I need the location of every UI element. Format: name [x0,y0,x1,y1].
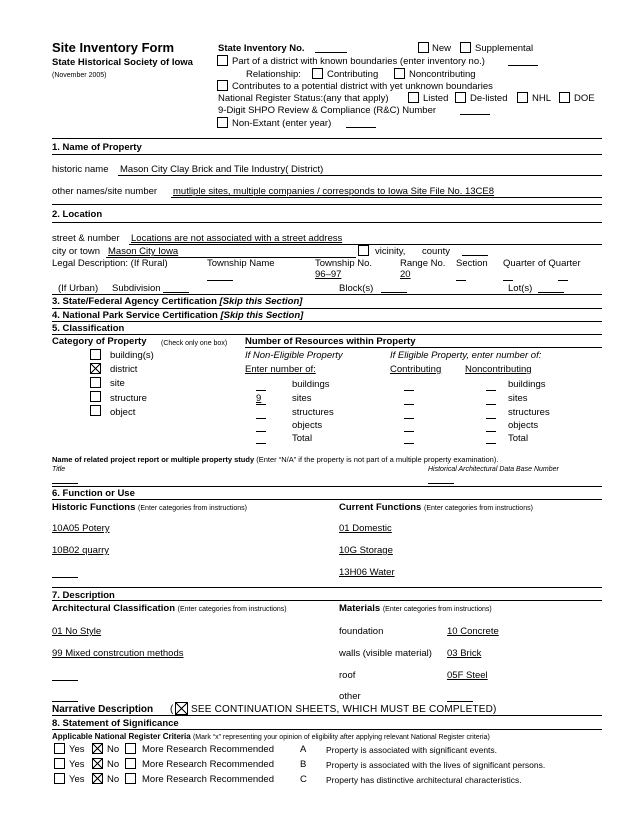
range-no-label: Range No. [400,258,446,269]
township-no-value[interactable]: 96–97 [315,269,342,280]
criterion-a-letter: A [300,744,307,755]
listed-checkbox[interactable] [408,92,419,103]
lots-label: Lot(s) [508,283,533,294]
category-note: (Check only one box) [161,340,228,347]
lots-field[interactable] [538,292,564,293]
non-extant-label: Non-Extant (enter year) [232,118,332,129]
form-date: (November 2005) [52,72,107,79]
ne-sites-value[interactable]: 9 [256,393,262,404]
criterion-c-yes-checkbox[interactable] [54,773,65,784]
db-number-label: Historical Architectural Data Base Number [428,466,559,473]
divider [52,600,602,601]
doe-label: DOE [574,93,595,104]
divider [52,204,602,205]
resources-line [245,347,602,348]
category-district: district [110,364,138,375]
historic-name-line [118,175,602,176]
current-function-2[interactable]: 10G Storage [339,545,393,556]
criterion-a-yes-checkbox[interactable] [54,743,65,754]
noncontributing-checkbox[interactable] [394,68,405,79]
historic-functions-header [52,502,247,514]
historic-name-value[interactable]: Mason City Clay Brick and Tile Industry( District) [120,164,324,175]
resources-label: Number of Resources within Property [245,336,416,347]
current-functions-note: (Enter categories from instructions) [423,505,533,512]
divider [52,308,602,309]
resource-sites-2: sites [508,393,528,404]
narrative-text: SEE CONTINUATION SHEETS, WHICH MUST BE COMPLETED) [191,704,497,715]
divider [52,138,602,139]
foundation-value[interactable]: 10 Concrete [447,626,499,637]
criterion-c-no-checkbox[interactable] [92,773,103,784]
criterion-b-research-checkbox[interactable] [125,758,136,769]
foundation-label: foundation [339,626,384,637]
quarter-field[interactable] [503,280,513,281]
category-building: building(s) [110,350,154,361]
db-number-field[interactable] [428,483,454,484]
arch-class-4-field[interactable] [52,701,78,702]
city-value[interactable]: Mason City Iowa [108,246,179,257]
criterion-a-yes-label: Yes [69,744,85,755]
resource-objects-2: objects [508,420,539,431]
other-names-label: other names/site number [52,186,158,197]
nc-objects-field[interactable] [486,431,496,432]
section-4-title: 4. National Park Service Certification [52,310,218,321]
roof-value[interactable]: 05F Steel [447,670,488,681]
current-function-3[interactable]: 13H06 Water [339,567,395,578]
criterion-a-research-label: More Research Recommended [142,744,275,755]
criterion-a-no-label: No [107,744,120,755]
inventory-no-label: State Inventory No. [218,43,305,54]
current-function-1[interactable]: 01 Domestic [339,523,392,534]
divider [52,587,602,588]
nc-sites-field[interactable] [486,404,496,405]
divider [52,321,602,322]
street-value[interactable]: Locations are not associated with a street address [131,233,343,244]
narrative-label: Narrative Description [52,704,154,715]
blocks-label: Block(s) [339,283,374,294]
divider [52,499,602,500]
quarter-of-quarter-field[interactable] [558,280,568,281]
resource-sites: sites [292,393,312,404]
nc-total-field[interactable] [486,443,496,444]
district-inventory-field[interactable] [508,65,538,66]
range-no-value[interactable]: 20 [400,269,411,280]
nc-structures-field[interactable] [486,418,496,419]
township-name-label: Township Name [207,258,275,269]
resource-structures-2: structures [508,407,550,418]
criterion-a-no-checkbox[interactable] [92,743,103,754]
criterion-b-yes-label: Yes [69,759,85,770]
criterion-b-no-label: No [107,759,120,770]
other-names-value[interactable]: mutliple sites, multiple companies / corresponds to Iowa Site File No. 13CE8 [173,186,495,197]
materials-label: Materials [339,603,381,614]
related-study-note: (Enter “N/A” if the property is not part of a multiple property examination). [256,455,499,464]
criterion-c-research-checkbox[interactable] [125,773,136,784]
vicinity-checkbox[interactable] [358,245,369,256]
non-eligible-label: If Non-Eligible Property [245,350,343,361]
quarter-of-quarter-label: Quarter of Quarter [503,258,581,269]
contributing-checkbox[interactable] [312,68,323,79]
delisted-label: De-listed [470,93,508,104]
category-site: site [110,378,125,389]
category-object: object [110,407,136,418]
street-label: street & number [52,233,120,244]
title-label: Title [52,466,66,473]
divider [52,154,602,155]
other-material-field[interactable] [447,701,473,702]
resource-buildings-2: buildings [508,379,546,390]
c-structures-field[interactable] [404,418,414,419]
criterion-c-text: Property has distinctive architectural characteristics. [326,775,522,785]
contributing-column-label: Contributing [390,364,442,375]
building-checkbox[interactable] [90,349,101,360]
resource-structures: structures [292,407,334,418]
walls-label: walls (visible material) [339,648,432,659]
historic-function-3-field[interactable] [52,577,78,578]
section-3-title: 3. State/Federal Agency Certification [52,296,217,307]
listed-label: Listed [423,93,449,104]
criteria-note: (Mark “x” representing your opinion of eligibility after applying relevant National Register criteria) [192,734,490,741]
divider [52,334,602,335]
arch-class-2[interactable]: 99 Mixed constrcution methods [52,648,184,659]
new-label: New [432,43,452,54]
criterion-c-no-label: No [107,774,120,785]
section-4-skip: [Skip this Section] [220,310,304,321]
current-functions-label: Current Functions [339,502,422,513]
township-no-label: Township No. [315,258,373,269]
section-2-heading: 2. Location [52,209,103,220]
criterion-c-research-label: More Research Recommended [142,774,275,785]
roof-label: roof [339,670,356,681]
nr-status-label: National Register Status:(any that apply) [218,93,389,104]
arch-classification-header [52,603,287,615]
arch-class-1[interactable]: 01 No Style [52,626,102,637]
eligible-label: If Eligible Property, enter number of: [390,350,542,361]
criterion-c-letter: C [300,774,307,785]
if-urban-label: (If Urban) [58,283,99,294]
district-checkbox[interactable] [90,363,101,374]
divider [52,222,602,223]
supplemental-checkbox[interactable] [460,42,471,53]
relationship-label: Relationship: [246,69,301,80]
blocks-field[interactable] [381,292,407,293]
narrative-checkbox[interactable] [175,702,188,715]
resource-total: Total [292,433,313,444]
divider [52,715,602,716]
c-total-field[interactable] [404,443,414,444]
noncontributing-column-label: Noncontributing [465,364,532,375]
criterion-b-yes-checkbox[interactable] [54,758,65,769]
criterion-b-letter: B [300,759,307,770]
criteria-label: Applicable National Register Criteria [52,732,191,741]
delisted-checkbox[interactable] [455,92,466,103]
walls-value[interactable]: 03 Brick [447,648,482,659]
section-7-heading: 7. Description [52,590,115,601]
resource-buildings: buildings [292,379,330,390]
section-6-heading: 6. Function or Use [52,488,135,499]
section-label: Section [456,258,488,269]
resource-objects: objects [292,420,323,431]
doe-checkbox[interactable] [559,92,570,103]
section-field[interactable] [456,280,466,281]
historic-function-1[interactable]: 10A05 Potery [52,523,110,534]
structure-checkbox[interactable] [90,391,101,402]
c-buildings-field[interactable] [404,390,414,391]
title-field[interactable] [52,483,78,484]
supplemental-label: Supplemental [475,43,534,54]
shpo-review-label: 9-Digit SHPO Review & Compliance (R&C) Number [218,105,437,116]
city-label: city or town [52,246,101,257]
criterion-c-yes-label: Yes [69,774,85,785]
narrative-bracket: ( [170,704,174,715]
nc-buildings-field[interactable] [486,390,496,391]
related-study-label: Name of related project report or multiple property study [52,455,255,464]
arch-class-3-field[interactable] [52,680,78,681]
c-sites-field[interactable] [404,404,414,405]
township-name-field[interactable] [207,280,233,281]
divider [52,729,602,730]
other-names-line [171,197,602,198]
historic-functions-note: (Enter categories from instructions) [138,505,247,512]
materials-note: (Enter categories from instructions) [382,606,492,613]
ne-objects-field[interactable] [256,431,266,432]
historic-function-2[interactable]: 10B02 quarry [52,545,110,556]
part-of-district-label: Part of a district with known boundaries (enter inventory no.) [232,56,485,67]
ne-total-field[interactable] [256,443,266,444]
site-checkbox[interactable] [90,377,101,388]
category-structure: structure [110,393,147,404]
other-label: other [339,691,361,702]
section-4-heading [52,310,303,321]
nhl-checkbox[interactable] [517,92,528,103]
criterion-b-text: Property is associated with the lives of significant persons. [326,760,546,770]
divider [52,294,602,295]
current-functions-header [339,502,533,514]
resource-total-2: Total [508,433,529,444]
non-extant-checkbox[interactable] [217,117,228,128]
category-label: Category of Property [52,336,147,347]
criterion-b-no-checkbox[interactable] [92,758,103,769]
subdivision-label: Subdivision [112,283,161,294]
criterion-b-research-label: More Research Recommended [142,759,275,770]
vicinity-label: vicinity, [375,246,406,257]
divider [52,486,602,487]
c-objects-field[interactable] [404,431,414,432]
section-3-skip: [Skip this Section] [219,296,303,307]
contributing-label: Contributing [327,69,379,80]
ne-buildings-field[interactable] [256,390,266,391]
object-checkbox[interactable] [90,405,101,416]
section-8-heading: 8. Statement of Significance [52,718,179,729]
inventory-no-field[interactable] [315,52,347,53]
criterion-a-research-checkbox[interactable] [125,743,136,754]
section-5-heading: 5. Classification [52,323,125,334]
historic-functions-label: Historic Functions [52,502,136,513]
subdivision-field[interactable] [163,292,189,293]
criterion-a-text: Property is associated with significant events. [326,745,498,755]
noncontributing-label: Noncontributing [409,69,476,80]
nhl-label: NHL [532,93,552,104]
materials-header [339,603,492,615]
new-checkbox[interactable] [418,42,429,53]
part-of-district-checkbox[interactable] [217,55,228,66]
criteria-header [52,731,490,743]
arch-classification-label: Architectural Classification [52,603,176,614]
section-3-heading [52,296,302,307]
county-label: county [422,246,450,257]
section-1-heading: 1. Name of Property [52,142,142,153]
ne-structures-field[interactable] [256,418,266,419]
form-title: Site Inventory Form [52,40,175,55]
arch-classification-note: (Enter categories from instructions) [177,606,287,613]
ne-sites-line [256,404,266,405]
contributes-potential-checkbox[interactable] [217,80,228,91]
shpo-review-field[interactable] [460,114,490,115]
contributes-potential-label: Contributes to a potential district with yet unknown boundaries [232,81,493,92]
non-extant-year-field[interactable] [346,127,376,128]
legal-description-label: Legal Description: (If Rural) [52,258,168,269]
enter-number-label: Enter number of: [245,364,316,375]
historic-name-label: historic name [52,164,109,175]
county-field[interactable] [462,255,488,256]
society-name: State Historical Society of Iowa [52,57,193,68]
